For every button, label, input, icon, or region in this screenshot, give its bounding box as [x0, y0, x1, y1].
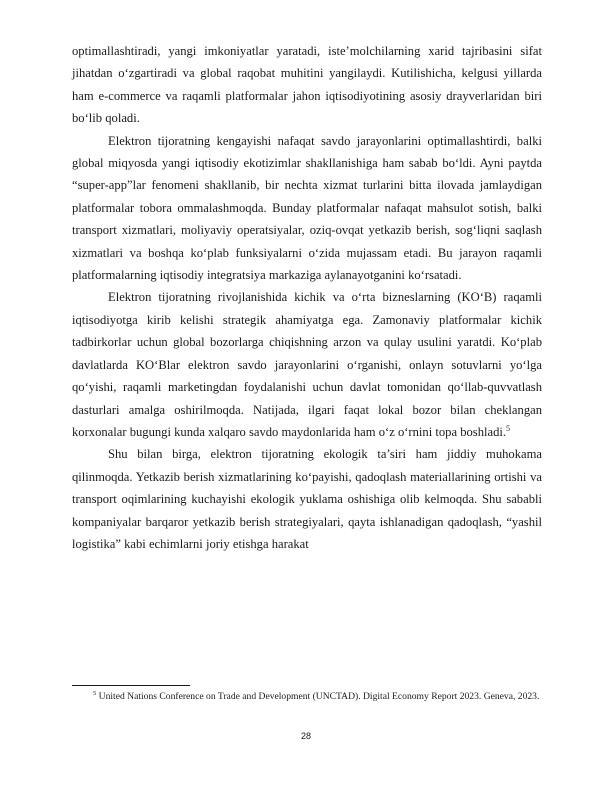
page-number: 28 [300, 731, 311, 741]
page-body [72, 40, 542, 555]
paragraph-1-text: optimallashtiradi, yangi imkoniyatlar yaratadi, iste’molchilarning xarid tajribasini sifat jihatdan o‘zgartiradi va global raqobat muhitini yangilaydi. Kutilishicha, kelgusi yillarda ham e-commerce va raqamli platformalar jahon iqtisodiyotining asosiy drayverlaridan biri bo‘lib qoladi. [72, 44, 542, 126]
paragraph-3 [72, 286, 542, 443]
footnote-separator [72, 685, 190, 686]
paragraph-1 [72, 40, 542, 130]
paragraph-3-text: Elektron tijoratning rivojlanishida kichik va o‘rta bizneslarning (KO‘B) raqamli iqtisodiyotga kirib kelishi strategik ahamiyatga ega. Zamonaviy platformalar kichik tadbirkorlar uchun global bozorlarga chiqishning arzon va qulay usulini yaratdi. Ko‘plab davlatlarda KO‘Blar elektron savdo jarayonlarini o‘rganishi, onlayn sotuvlarni yo‘lga qo‘yishi, raqamli marketingdan foydalanishi uchun davlat tomonidan qo‘llab-quvvatlash dasturlari amalga oshirilmoqda. Natijada, ilgari faqat lokal bozor bilan cheklangan korxonalar bugungi kunda xalqaro savdo maydonlarida ham o‘z o‘rnini topa boshladi. [72, 290, 542, 439]
footnote-reference[interactable]: 5 [506, 423, 511, 433]
footnote [72, 687, 542, 706]
paragraph-4-text: Shu bilan birga, elektron tijoratning ekologik ta’siri ham jiddiy muhokama qilinmoqda. Yetkazib berish xizmatlarining ko‘payishi, qadoqlash materiallarining ortishi va transport oqimlarining kuchayishi ekologik yuklama oshishiga olib kelmoqda. Shu sababli kompaniyalar barqaror yetkazib berish strategiyalari, qayta ishlanadigan qadoqlash, “yashil logistika” kabi echimlarni joriy etishga harakat [72, 447, 542, 551]
footnote-mark: 5 [93, 689, 97, 697]
footnote-text: United Nations Conference on Trade and Development (UNCTAD). Digital Economy Report 2023. Geneva, 2023. [98, 691, 540, 702]
paragraph-2-text: Elektron tijoratning kengayishi nafaqat savdo jarayonlarini optimallashtirdi, balki global miqyosda yangi iqtisodiy ekotizimlar shakllanishiga ham sabab bo‘ldi. Ayni paytda “super-app”lar fenomeni shakllanib, bir nechta xizmat turlarini bitta ilovada jamlaydigan platformalar tobora ommalashmoqda. Bunday platformalar nafaqat mahsulot sotish, balki transport xizmatlari, moliyaviy operatsiyalar, oziq-ovqat yetkazib berish, sog‘liqni saqlash xizmatlari va boshqa ko‘plab funksiyalarni o‘zida mujassam etadi. Bu jarayon raqamli platformalarning iqtisodiy integratsiya markaziga aylanayotganini ko‘rsatadi. [72, 133, 542, 283]
paragraph-2 [72, 130, 542, 287]
paragraph-4 [72, 443, 542, 555]
